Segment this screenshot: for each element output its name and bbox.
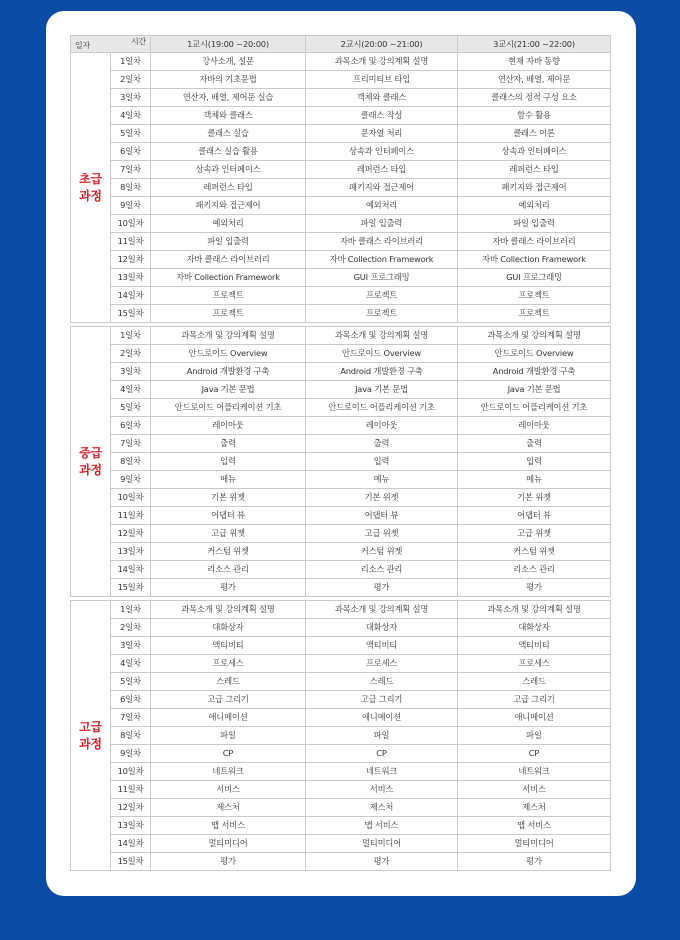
period-2-cell: 메뉴	[306, 471, 458, 489]
period-2-cell: 문자열 처리	[306, 125, 458, 143]
period-2-cell: 커스텀 위젯	[306, 543, 458, 561]
section-label-line2: 과정	[79, 736, 102, 751]
table-row	[71, 619, 611, 637]
day-cell: 8일차	[111, 727, 151, 745]
period-3-cell: 안드로이드 Overview	[458, 345, 611, 363]
period-3-cell: GUI 프로그래밍	[458, 269, 611, 287]
period-3-cell: 어댑터 뷰	[458, 507, 611, 525]
period-2-cell: 패키지와 접근제어	[306, 179, 458, 197]
table-row	[71, 579, 611, 597]
table-row	[71, 799, 611, 817]
period-2-cell: 프로젝트	[306, 305, 458, 323]
table-row	[71, 363, 611, 381]
period-1-cell: 서비스	[151, 781, 306, 799]
table-row	[71, 179, 611, 197]
period-1-cell: 프로세스	[151, 655, 306, 673]
day-cell: 10일차	[111, 489, 151, 507]
period-3-cell: 함수 활용	[458, 107, 611, 125]
table-row	[71, 287, 611, 305]
period-3-cell: 예외처리	[458, 197, 611, 215]
period-3-cell: 과목소개 및 강의계획 설명	[458, 327, 611, 345]
table-row	[71, 53, 611, 71]
day-cell: 1일차	[111, 327, 151, 345]
table-row	[71, 161, 611, 179]
table-row	[71, 727, 611, 745]
table-row	[71, 655, 611, 673]
period-1-cell: 네트워크	[151, 763, 306, 781]
period-3-cell: 애니메이션	[458, 709, 611, 727]
period-2-cell: 프로젝트	[306, 287, 458, 305]
period-2-cell: 애니메이션	[306, 709, 458, 727]
period-1-cell: 어댑터 뷰	[151, 507, 306, 525]
day-cell: 12일차	[111, 251, 151, 269]
period-1-cell: 멀티미디어	[151, 835, 306, 853]
period-2-cell: 액티비티	[306, 637, 458, 655]
period-2-cell: 객체와 클래스	[306, 89, 458, 107]
period-1-cell: 제스처	[151, 799, 306, 817]
period-2-header: 2교시(20:00 ~21:00)	[306, 36, 458, 53]
day-cell: 5일차	[111, 125, 151, 143]
period-3-cell: 기본 위젯	[458, 489, 611, 507]
period-2-cell: 멀티미디어	[306, 835, 458, 853]
period-3-header: 3교시(21:00 ~22:00)	[458, 36, 611, 53]
period-2-cell: 안드로이드 어플리케이션 기초	[306, 399, 458, 417]
period-3-cell: 평가	[458, 853, 611, 871]
period-2-cell: Android 개발환경 구축	[306, 363, 458, 381]
day-cell: 2일차	[111, 345, 151, 363]
period-2-cell: 예외처리	[306, 197, 458, 215]
day-cell: 4일차	[111, 381, 151, 399]
period-2-cell: 리소스 관리	[306, 561, 458, 579]
day-cell: 8일차	[111, 179, 151, 197]
day-cell: 3일차	[111, 89, 151, 107]
table-row	[71, 525, 611, 543]
day-cell: 14일차	[111, 835, 151, 853]
section-label-line2: 과정	[79, 462, 102, 477]
period-2-cell: 자바 Collection Framework	[306, 251, 458, 269]
table-row	[71, 835, 611, 853]
day-cell: 3일차	[111, 363, 151, 381]
period-1-cell: 자바 Collection Framework	[151, 269, 306, 287]
period-2-cell: 자바 클래스 라이브러리	[306, 233, 458, 251]
period-3-cell: 연산자, 배열, 제어문	[458, 71, 611, 89]
table-row	[71, 251, 611, 269]
period-2-cell: 프로세스	[306, 655, 458, 673]
day-cell: 7일차	[111, 709, 151, 727]
table-row	[71, 417, 611, 435]
period-2-cell: 대화상자	[306, 619, 458, 637]
period-1-cell: 파일 입출력	[151, 233, 306, 251]
header-row	[71, 36, 611, 53]
period-2-cell: 프리미티브 타입	[306, 71, 458, 89]
table-row	[71, 745, 611, 763]
period-3-cell: 프로젝트	[458, 305, 611, 323]
table-row	[71, 305, 611, 323]
period-1-cell: 맵 서비스	[151, 817, 306, 835]
table-row	[71, 381, 611, 399]
period-1-cell: 강사소개, 설문	[151, 53, 306, 71]
table-row	[71, 763, 611, 781]
table-row	[71, 601, 611, 619]
period-2-cell: GUI 프로그래밍	[306, 269, 458, 287]
period-1-cell: 액티비티	[151, 637, 306, 655]
period-1-cell: 출력	[151, 435, 306, 453]
period-1-cell: 자바 클래스 라이브러리	[151, 251, 306, 269]
period-3-cell: 레이아웃	[458, 417, 611, 435]
table-row	[71, 691, 611, 709]
period-3-cell: 현재 자바 동향	[458, 53, 611, 71]
period-1-cell: 레퍼런스 타입	[151, 179, 306, 197]
day-cell: 2일차	[111, 619, 151, 637]
period-2-cell: 서비스	[306, 781, 458, 799]
table-row	[71, 71, 611, 89]
period-3-cell: 레퍼런스 타입	[458, 161, 611, 179]
day-cell: 11일차	[111, 781, 151, 799]
period-2-cell: 상속과 인터페이스	[306, 143, 458, 161]
table-row	[71, 543, 611, 561]
period-3-cell: 클래스의 정적 구성 요소	[458, 89, 611, 107]
period-2-cell: CP	[306, 745, 458, 763]
section-label-line1: 고급	[79, 719, 102, 734]
period-3-cell: 프로젝트	[458, 287, 611, 305]
day-cell: 8일차	[111, 453, 151, 471]
period-2-cell: 레이아웃	[306, 417, 458, 435]
day-cell: 4일차	[111, 655, 151, 673]
schedule-table	[70, 35, 611, 871]
section-label-line1: 중급	[79, 445, 102, 460]
period-1-cell: 고급 그리기	[151, 691, 306, 709]
day-cell: 7일차	[111, 435, 151, 453]
day-cell: 1일차	[111, 601, 151, 619]
day-header-label: 일자	[75, 41, 91, 50]
day-cell: 9일차	[111, 745, 151, 763]
schedule-body	[71, 53, 611, 871]
table-row	[71, 269, 611, 287]
period-2-cell: 안드로이드 Overview	[306, 345, 458, 363]
period-3-cell: 커스텀 위젯	[458, 543, 611, 561]
table-row	[71, 471, 611, 489]
period-1-cell: Android 개발환경 구축	[151, 363, 306, 381]
section-label	[71, 327, 111, 597]
period-1-cell: 클래스 실습	[151, 125, 306, 143]
period-1-cell: 예외처리	[151, 215, 306, 233]
table-row	[71, 673, 611, 691]
period-3-cell: 제스처	[458, 799, 611, 817]
table-row	[71, 107, 611, 125]
day-cell: 5일차	[111, 673, 151, 691]
period-1-cell: 연산자, 배열, 제어문 실습	[151, 89, 306, 107]
section-label-line2: 과정	[79, 188, 102, 203]
schedule-panel	[46, 11, 636, 896]
period-2-cell: 맵 서비스	[306, 817, 458, 835]
period-3-cell: Android 개발환경 구축	[458, 363, 611, 381]
period-1-cell: 안드로이드 Overview	[151, 345, 306, 363]
table-row	[71, 399, 611, 417]
period-3-cell: 파일	[458, 727, 611, 745]
day-cell: 14일차	[111, 561, 151, 579]
period-1-cell: Java 기본 문법	[151, 381, 306, 399]
period-1-cell: 안드로이드 어플리케이션 기초	[151, 399, 306, 417]
day-cell: 11일차	[111, 507, 151, 525]
table-row	[71, 345, 611, 363]
table-row	[71, 143, 611, 161]
period-3-cell: Java 기본 문법	[458, 381, 611, 399]
period-1-cell: 대화상자	[151, 619, 306, 637]
period-1-cell: 애니메이션	[151, 709, 306, 727]
period-3-cell: 상속과 인터페이스	[458, 143, 611, 161]
section-label	[71, 53, 111, 323]
day-cell: 15일차	[111, 579, 151, 597]
day-cell: 15일차	[111, 305, 151, 323]
table-row	[71, 637, 611, 655]
day-cell: 10일차	[111, 215, 151, 233]
period-2-cell: 출력	[306, 435, 458, 453]
period-1-cell: 입력	[151, 453, 306, 471]
period-1-cell: 객체와 클래스	[151, 107, 306, 125]
table-row	[71, 215, 611, 233]
period-3-cell: 출력	[458, 435, 611, 453]
period-1-cell: 과목소개 및 강의계획 설명	[151, 327, 306, 345]
period-1-cell: 커스텀 위젯	[151, 543, 306, 561]
day-cell: 6일차	[111, 417, 151, 435]
table-row	[71, 453, 611, 471]
day-cell: 14일차	[111, 287, 151, 305]
period-3-cell: 입력	[458, 453, 611, 471]
period-3-cell: 과목소개 및 강의계획 설명	[458, 601, 611, 619]
period-3-cell: 고급 위젯	[458, 525, 611, 543]
day-cell: 3일차	[111, 637, 151, 655]
period-2-cell: 제스처	[306, 799, 458, 817]
table-row	[71, 125, 611, 143]
period-1-cell: 클래스 실습 활용	[151, 143, 306, 161]
period-1-cell: 프로젝트	[151, 287, 306, 305]
period-2-cell: Java 기본 문법	[306, 381, 458, 399]
table-row	[71, 327, 611, 345]
day-cell: 7일차	[111, 161, 151, 179]
day-cell: 13일차	[111, 543, 151, 561]
table-row	[71, 197, 611, 215]
period-2-cell: 파일	[306, 727, 458, 745]
day-cell: 15일차	[111, 853, 151, 871]
period-3-cell: 대화상자	[458, 619, 611, 637]
day-cell: 13일차	[111, 269, 151, 287]
table-row	[71, 89, 611, 107]
period-2-cell: 입력	[306, 453, 458, 471]
period-2-cell: 네트워크	[306, 763, 458, 781]
table-row	[71, 817, 611, 835]
period-1-cell: 자바의 기초문법	[151, 71, 306, 89]
table-row	[71, 781, 611, 799]
period-1-cell: 고급 위젯	[151, 525, 306, 543]
day-cell: 10일차	[111, 763, 151, 781]
period-1-cell: CP	[151, 745, 306, 763]
table-row	[71, 853, 611, 871]
table-row	[71, 507, 611, 525]
period-1-cell: 평가	[151, 853, 306, 871]
day-cell: 6일차	[111, 143, 151, 161]
day-cell: 1일차	[111, 53, 151, 71]
period-3-cell: CP	[458, 745, 611, 763]
table-row	[71, 561, 611, 579]
day-cell: 6일차	[111, 691, 151, 709]
period-3-cell: 멀티미디어	[458, 835, 611, 853]
period-2-cell: 스레드	[306, 673, 458, 691]
period-3-cell: 클래스 이론	[458, 125, 611, 143]
section-label	[71, 601, 111, 871]
period-2-cell: 어댑터 뷰	[306, 507, 458, 525]
period-1-cell: 평가	[151, 579, 306, 597]
period-2-cell: 과목소개 및 강의계획 설명	[306, 53, 458, 71]
period-3-cell: 안드로이드 어플리케이션 기초	[458, 399, 611, 417]
day-cell: 9일차	[111, 471, 151, 489]
period-1-cell: 레이아웃	[151, 417, 306, 435]
period-2-cell: 고급 위젯	[306, 525, 458, 543]
day-cell: 12일차	[111, 799, 151, 817]
day-cell: 12일차	[111, 525, 151, 543]
period-1-cell: 프로젝트	[151, 305, 306, 323]
period-1-cell: 파일	[151, 727, 306, 745]
period-1-cell: 기본 위젯	[151, 489, 306, 507]
period-2-cell: 레퍼런스 타입	[306, 161, 458, 179]
table-row	[71, 233, 611, 251]
period-3-cell: 네트워크	[458, 763, 611, 781]
period-1-cell: 리소스 관리	[151, 561, 306, 579]
table-row	[71, 489, 611, 507]
day-cell: 9일차	[111, 197, 151, 215]
table-row	[71, 709, 611, 727]
period-3-cell: 자바 Collection Framework	[458, 251, 611, 269]
period-2-cell: 과목소개 및 강의계획 설명	[306, 601, 458, 619]
period-1-cell: 스레드	[151, 673, 306, 691]
period-3-cell: 평가	[458, 579, 611, 597]
period-2-cell: 클래스 작성	[306, 107, 458, 125]
day-cell: 4일차	[111, 107, 151, 125]
period-3-cell: 맵 서비스	[458, 817, 611, 835]
period-3-cell: 서비스	[458, 781, 611, 799]
section-label-line1: 초급	[79, 171, 102, 186]
day-cell: 11일차	[111, 233, 151, 251]
period-3-cell: 패키지와 접근제어	[458, 179, 611, 197]
period-3-cell: 액티비티	[458, 637, 611, 655]
period-2-cell: 기본 위젯	[306, 489, 458, 507]
period-3-cell: 자바 클래스 라이브러리	[458, 233, 611, 251]
corner-header	[71, 36, 151, 53]
period-3-cell: 고급 그리기	[458, 691, 611, 709]
period-1-cell: 과목소개 및 강의계획 설명	[151, 601, 306, 619]
period-2-cell: 평가	[306, 579, 458, 597]
period-3-cell: 프로세스	[458, 655, 611, 673]
period-3-cell: 파일 입출력	[458, 215, 611, 233]
period-3-cell: 메뉴	[458, 471, 611, 489]
table-row	[71, 435, 611, 453]
period-2-cell: 과목소개 및 강의계획 설명	[306, 327, 458, 345]
day-cell: 2일차	[111, 71, 151, 89]
period-3-cell: 스레드	[458, 673, 611, 691]
period-1-cell: 메뉴	[151, 471, 306, 489]
period-2-cell: 고급 그리기	[306, 691, 458, 709]
period-2-cell: 파일 입출력	[306, 215, 458, 233]
day-cell: 13일차	[111, 817, 151, 835]
period-1-cell: 패키지와 접근제어	[151, 197, 306, 215]
time-header-label: 시간	[130, 37, 146, 46]
period-1-cell: 상속과 인터페이스	[151, 161, 306, 179]
period-2-cell: 평가	[306, 853, 458, 871]
period-3-cell: 리소스 관리	[458, 561, 611, 579]
day-cell: 5일차	[111, 399, 151, 417]
period-1-header: 1교시(19:00 ~20:00)	[151, 36, 306, 53]
